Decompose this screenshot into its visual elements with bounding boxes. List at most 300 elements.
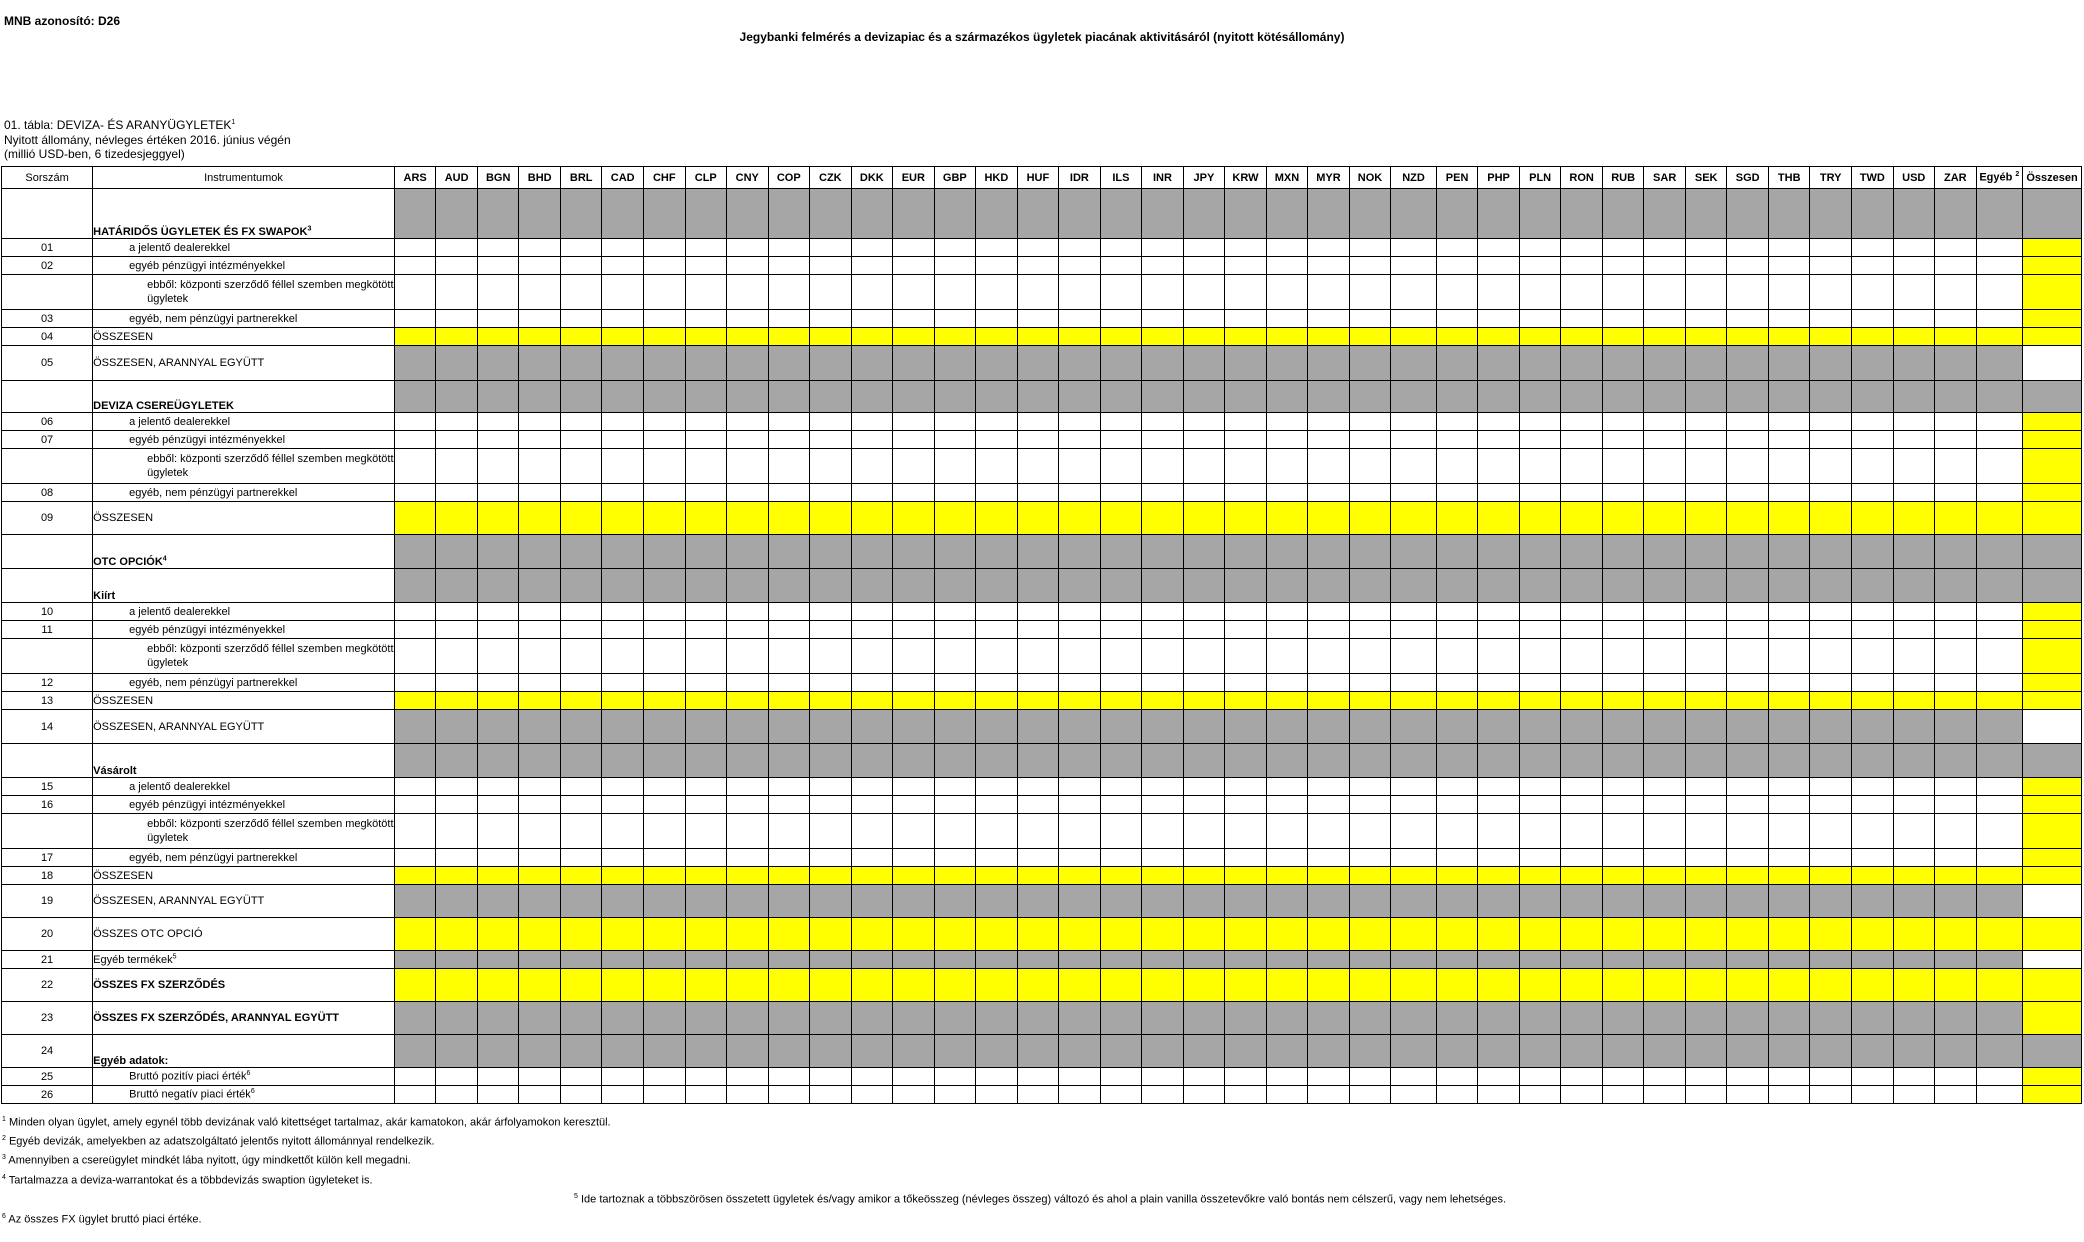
value-cell[interactable]	[1685, 621, 1727, 639]
value-cell[interactable]	[1810, 778, 1852, 796]
value-cell[interactable]	[851, 449, 893, 484]
value-cell[interactable]	[1935, 603, 1977, 621]
value-cell[interactable]	[1059, 621, 1101, 639]
value-cell[interactable]	[1266, 778, 1308, 796]
value-cell[interactable]	[1851, 1068, 1893, 1086]
value-cell[interactable]	[1436, 328, 1478, 346]
value-cell[interactable]	[1183, 814, 1225, 849]
value-cell[interactable]	[1225, 969, 1267, 1002]
value-cell[interactable]	[1935, 484, 1977, 502]
value-cell[interactable]	[893, 449, 935, 484]
value-cell[interactable]	[934, 969, 976, 1002]
value-cell[interactable]	[1349, 275, 1391, 310]
value-cell[interactable]	[602, 603, 644, 621]
value-cell[interactable]	[602, 484, 644, 502]
value-cell[interactable]	[1519, 867, 1561, 885]
value-cell[interactable]	[1225, 449, 1267, 484]
value-cell[interactable]	[643, 969, 685, 1002]
value-cell[interactable]	[1602, 257, 1644, 275]
value-cell[interactable]	[727, 431, 769, 449]
value-cell[interactable]	[1727, 778, 1769, 796]
value-cell[interactable]	[1391, 239, 1437, 257]
value-cell[interactable]	[1519, 639, 1561, 674]
value-cell[interactable]	[394, 484, 436, 502]
value-cell[interactable]	[1308, 413, 1350, 431]
value-cell[interactable]	[976, 849, 1018, 867]
value-cell[interactable]	[477, 449, 519, 484]
value-cell[interactable]	[1810, 692, 1852, 710]
value-cell[interactable]	[976, 275, 1018, 310]
value-cell[interactable]	[1768, 431, 1810, 449]
value-cell[interactable]	[727, 969, 769, 1002]
value-cell[interactable]	[1391, 778, 1437, 796]
value-cell[interactable]	[602, 692, 644, 710]
value-cell[interactable]	[1768, 484, 1810, 502]
value-cell[interactable]	[1478, 639, 1520, 674]
value-cell[interactable]	[1478, 621, 1520, 639]
value-cell[interactable]	[1976, 502, 2023, 535]
value-cell[interactable]	[436, 413, 478, 431]
value-cell[interactable]	[1935, 449, 1977, 484]
value-cell[interactable]	[851, 1068, 893, 1086]
value-cell[interactable]	[1183, 867, 1225, 885]
value-cell[interactable]	[851, 431, 893, 449]
value-cell[interactable]	[1685, 918, 1727, 951]
value-cell[interactable]	[1768, 257, 1810, 275]
value-cell[interactable]	[1561, 484, 1603, 502]
value-cell[interactable]	[1644, 502, 1686, 535]
value-cell[interactable]	[519, 310, 561, 328]
value-cell[interactable]	[1851, 639, 1893, 674]
value-cell[interactable]	[560, 484, 602, 502]
value-cell[interactable]	[1142, 849, 1184, 867]
value-cell[interactable]	[477, 969, 519, 1002]
value-cell[interactable]	[1478, 867, 1520, 885]
value-cell[interactable]	[1727, 849, 1769, 867]
value-cell[interactable]	[1017, 849, 1059, 867]
value-cell[interactable]	[1851, 239, 1893, 257]
value-cell[interactable]	[477, 603, 519, 621]
value-cell[interactable]	[1436, 310, 1478, 328]
value-cell[interactable]	[1266, 867, 1308, 885]
value-cell[interactable]	[1851, 328, 1893, 346]
value-cell[interactable]	[1142, 502, 1184, 535]
value-cell[interactable]	[1602, 275, 1644, 310]
value-cell[interactable]	[1602, 310, 1644, 328]
value-cell[interactable]	[810, 310, 852, 328]
value-cell[interactable]	[893, 969, 935, 1002]
value-cell[interactable]	[1225, 257, 1267, 275]
value-cell[interactable]	[851, 796, 893, 814]
value-cell[interactable]	[1644, 431, 1686, 449]
value-cell[interactable]	[851, 621, 893, 639]
value-cell[interactable]	[1266, 413, 1308, 431]
value-cell[interactable]	[810, 431, 852, 449]
value-cell[interactable]	[934, 239, 976, 257]
value-cell[interactable]	[1685, 328, 1727, 346]
value-cell[interactable]	[1225, 431, 1267, 449]
value-cell[interactable]	[810, 484, 852, 502]
value-cell[interactable]	[810, 328, 852, 346]
value-cell[interactable]	[1436, 239, 1478, 257]
value-cell[interactable]	[1436, 692, 1478, 710]
value-cell[interactable]	[477, 674, 519, 692]
value-cell[interactable]	[768, 867, 810, 885]
value-cell[interactable]	[1225, 1068, 1267, 1086]
value-cell[interactable]	[1266, 639, 1308, 674]
value-cell[interactable]	[643, 239, 685, 257]
value-cell[interactable]	[1810, 275, 1852, 310]
value-cell[interactable]	[1478, 484, 1520, 502]
value-cell[interactable]	[1183, 918, 1225, 951]
value-cell[interactable]	[1893, 431, 1935, 449]
value-cell[interactable]	[1768, 328, 1810, 346]
value-cell[interactable]	[1100, 849, 1142, 867]
value-cell[interactable]	[727, 796, 769, 814]
value-cell[interactable]	[436, 603, 478, 621]
value-cell[interactable]	[1644, 1068, 1686, 1086]
value-cell[interactable]	[1478, 674, 1520, 692]
value-cell[interactable]	[1685, 431, 1727, 449]
value-cell[interactable]	[643, 310, 685, 328]
value-cell[interactable]	[1519, 778, 1561, 796]
value-cell[interactable]	[934, 639, 976, 674]
value-cell[interactable]	[560, 1086, 602, 1104]
value-cell[interactable]	[934, 1068, 976, 1086]
value-cell[interactable]	[893, 796, 935, 814]
value-cell[interactable]	[1059, 431, 1101, 449]
value-cell[interactable]	[1602, 674, 1644, 692]
value-cell[interactable]	[1142, 257, 1184, 275]
value-cell[interactable]	[602, 969, 644, 1002]
value-cell[interactable]	[519, 239, 561, 257]
value-cell[interactable]	[1602, 849, 1644, 867]
value-cell[interactable]	[602, 867, 644, 885]
value-cell[interactable]	[477, 918, 519, 951]
value-cell[interactable]	[1436, 849, 1478, 867]
value-cell[interactable]	[1644, 328, 1686, 346]
value-cell[interactable]	[727, 275, 769, 310]
value-cell[interactable]	[477, 692, 519, 710]
value-cell[interactable]	[1976, 310, 2023, 328]
value-cell[interactable]	[1478, 275, 1520, 310]
value-cell[interactable]	[1893, 918, 1935, 951]
value-cell[interactable]	[851, 674, 893, 692]
value-cell[interactable]	[602, 449, 644, 484]
value-cell[interactable]	[1685, 449, 1727, 484]
value-cell[interactable]	[1059, 257, 1101, 275]
value-cell[interactable]	[394, 692, 436, 710]
value-cell[interactable]	[934, 310, 976, 328]
value-cell[interactable]	[1349, 449, 1391, 484]
value-cell[interactable]	[394, 849, 436, 867]
value-cell[interactable]	[477, 257, 519, 275]
value-cell[interactable]	[1810, 1086, 1852, 1104]
value-cell[interactable]	[810, 1086, 852, 1104]
value-cell[interactable]	[1059, 918, 1101, 951]
value-cell[interactable]	[560, 239, 602, 257]
value-cell[interactable]	[1142, 969, 1184, 1002]
value-cell[interactable]	[1100, 918, 1142, 951]
value-cell[interactable]	[1225, 918, 1267, 951]
value-cell[interactable]	[1685, 484, 1727, 502]
value-cell[interactable]	[1685, 867, 1727, 885]
value-cell[interactable]	[1225, 275, 1267, 310]
value-cell[interactable]	[1644, 639, 1686, 674]
value-cell[interactable]	[976, 918, 1018, 951]
value-cell[interactable]	[519, 328, 561, 346]
value-cell[interactable]	[1183, 502, 1225, 535]
value-cell[interactable]	[1017, 969, 1059, 1002]
value-cell[interactable]	[1100, 1068, 1142, 1086]
value-cell[interactable]	[1142, 603, 1184, 621]
value-cell[interactable]	[1602, 918, 1644, 951]
value-cell[interactable]	[643, 867, 685, 885]
value-cell[interactable]	[1851, 778, 1893, 796]
value-cell[interactable]	[1017, 674, 1059, 692]
value-cell[interactable]	[1851, 969, 1893, 1002]
value-cell[interactable]	[1810, 1068, 1852, 1086]
value-cell[interactable]	[1349, 328, 1391, 346]
value-cell[interactable]	[1478, 431, 1520, 449]
value-cell[interactable]	[1768, 796, 1810, 814]
value-cell[interactable]	[1349, 969, 1391, 1002]
value-cell[interactable]	[1349, 484, 1391, 502]
value-cell[interactable]	[1391, 867, 1437, 885]
value-cell[interactable]	[602, 1086, 644, 1104]
value-cell[interactable]	[1561, 918, 1603, 951]
value-cell[interactable]	[1142, 639, 1184, 674]
value-cell[interactable]	[1851, 1086, 1893, 1104]
value-cell[interactable]	[976, 502, 1018, 535]
value-cell[interactable]	[810, 502, 852, 535]
value-cell[interactable]	[1391, 502, 1437, 535]
value-cell[interactable]	[1519, 969, 1561, 1002]
value-cell[interactable]	[1308, 639, 1350, 674]
value-cell[interactable]	[851, 969, 893, 1002]
value-cell[interactable]	[1308, 969, 1350, 1002]
value-cell[interactable]	[436, 275, 478, 310]
value-cell[interactable]	[1059, 969, 1101, 1002]
value-cell[interactable]	[1644, 239, 1686, 257]
value-cell[interactable]	[1727, 239, 1769, 257]
value-cell[interactable]	[1142, 1086, 1184, 1104]
value-cell[interactable]	[1935, 275, 1977, 310]
value-cell[interactable]	[1436, 778, 1478, 796]
value-cell[interactable]	[519, 778, 561, 796]
value-cell[interactable]	[1349, 1086, 1391, 1104]
value-cell[interactable]	[519, 969, 561, 1002]
value-cell[interactable]	[810, 413, 852, 431]
value-cell[interactable]	[560, 849, 602, 867]
value-cell[interactable]	[1349, 918, 1391, 951]
value-cell[interactable]	[1100, 867, 1142, 885]
value-cell[interactable]	[1349, 413, 1391, 431]
value-cell[interactable]	[643, 484, 685, 502]
value-cell[interactable]	[1561, 621, 1603, 639]
value-cell[interactable]	[1893, 328, 1935, 346]
value-cell[interactable]	[1893, 257, 1935, 275]
value-cell[interactable]	[560, 969, 602, 1002]
value-cell[interactable]	[851, 639, 893, 674]
value-cell[interactable]	[893, 328, 935, 346]
value-cell[interactable]	[436, 484, 478, 502]
value-cell[interactable]	[1976, 275, 2023, 310]
value-cell[interactable]	[1391, 639, 1437, 674]
value-cell[interactable]	[1810, 257, 1852, 275]
value-cell[interactable]	[1935, 310, 1977, 328]
value-cell[interactable]	[1436, 484, 1478, 502]
value-cell[interactable]	[1308, 239, 1350, 257]
value-cell[interactable]	[394, 275, 436, 310]
value-cell[interactable]	[1142, 275, 1184, 310]
value-cell[interactable]	[394, 502, 436, 535]
value-cell[interactable]	[560, 621, 602, 639]
value-cell[interactable]	[1225, 239, 1267, 257]
value-cell[interactable]	[1976, 778, 2023, 796]
value-cell[interactable]	[1935, 918, 1977, 951]
value-cell[interactable]	[1308, 484, 1350, 502]
value-cell[interactable]	[1225, 413, 1267, 431]
value-cell[interactable]	[643, 621, 685, 639]
value-cell[interactable]	[1183, 431, 1225, 449]
value-cell[interactable]	[1225, 674, 1267, 692]
value-cell[interactable]	[893, 639, 935, 674]
value-cell[interactable]	[1142, 484, 1184, 502]
value-cell[interactable]	[436, 431, 478, 449]
value-cell[interactable]	[436, 814, 478, 849]
value-cell[interactable]	[1519, 431, 1561, 449]
value-cell[interactable]	[1183, 796, 1225, 814]
value-cell[interactable]	[1266, 310, 1308, 328]
value-cell[interactable]	[1810, 849, 1852, 867]
value-cell[interactable]	[1059, 484, 1101, 502]
value-cell[interactable]	[1059, 1068, 1101, 1086]
value-cell[interactable]	[1519, 814, 1561, 849]
value-cell[interactable]	[1183, 484, 1225, 502]
value-cell[interactable]	[1308, 449, 1350, 484]
value-cell[interactable]	[1017, 621, 1059, 639]
value-cell[interactable]	[477, 413, 519, 431]
value-cell[interactable]	[1059, 413, 1101, 431]
value-cell[interactable]	[768, 621, 810, 639]
value-cell[interactable]	[394, 796, 436, 814]
value-cell[interactable]	[1644, 674, 1686, 692]
value-cell[interactable]	[1851, 796, 1893, 814]
value-cell[interactable]	[1183, 621, 1225, 639]
value-cell[interactable]	[1768, 639, 1810, 674]
value-cell[interactable]	[1017, 502, 1059, 535]
value-cell[interactable]	[560, 796, 602, 814]
value-cell[interactable]	[768, 1068, 810, 1086]
value-cell[interactable]	[394, 328, 436, 346]
value-cell[interactable]	[1225, 849, 1267, 867]
value-cell[interactable]	[1727, 413, 1769, 431]
value-cell[interactable]	[1142, 413, 1184, 431]
value-cell[interactable]	[394, 431, 436, 449]
value-cell[interactable]	[602, 621, 644, 639]
value-cell[interactable]	[1100, 621, 1142, 639]
value-cell[interactable]	[1266, 431, 1308, 449]
value-cell[interactable]	[519, 692, 561, 710]
value-cell[interactable]	[1183, 257, 1225, 275]
value-cell[interactable]	[1391, 449, 1437, 484]
value-cell[interactable]	[1391, 969, 1437, 1002]
value-cell[interactable]	[1100, 502, 1142, 535]
value-cell[interactable]	[1602, 449, 1644, 484]
value-cell[interactable]	[1935, 257, 1977, 275]
value-cell[interactable]	[1349, 1068, 1391, 1086]
value-cell[interactable]	[934, 603, 976, 621]
value-cell[interactable]	[1768, 674, 1810, 692]
value-cell[interactable]	[394, 674, 436, 692]
value-cell[interactable]	[1478, 796, 1520, 814]
value-cell[interactable]	[685, 502, 727, 535]
value-cell[interactable]	[1561, 449, 1603, 484]
value-cell[interactable]	[1768, 449, 1810, 484]
value-cell[interactable]	[560, 328, 602, 346]
value-cell[interactable]	[602, 431, 644, 449]
value-cell[interactable]	[1308, 603, 1350, 621]
value-cell[interactable]	[1851, 413, 1893, 431]
value-cell[interactable]	[1059, 814, 1101, 849]
value-cell[interactable]	[643, 674, 685, 692]
value-cell[interactable]	[1810, 484, 1852, 502]
value-cell[interactable]	[1893, 603, 1935, 621]
value-cell[interactable]	[1561, 502, 1603, 535]
value-cell[interactable]	[768, 257, 810, 275]
value-cell[interactable]	[1644, 621, 1686, 639]
value-cell[interactable]	[643, 1086, 685, 1104]
value-cell[interactable]	[851, 413, 893, 431]
value-cell[interactable]	[1561, 603, 1603, 621]
value-cell[interactable]	[1602, 603, 1644, 621]
value-cell[interactable]	[1436, 1068, 1478, 1086]
value-cell[interactable]	[976, 778, 1018, 796]
value-cell[interactable]	[768, 1086, 810, 1104]
value-cell[interactable]	[934, 867, 976, 885]
value-cell[interactable]	[893, 1086, 935, 1104]
value-cell[interactable]	[1100, 449, 1142, 484]
value-cell[interactable]	[1851, 814, 1893, 849]
value-cell[interactable]	[1644, 449, 1686, 484]
value-cell[interactable]	[1644, 413, 1686, 431]
value-cell[interactable]	[1644, 969, 1686, 1002]
value-cell[interactable]	[477, 867, 519, 885]
value-cell[interactable]	[1976, 639, 2023, 674]
value-cell[interactable]	[1017, 814, 1059, 849]
value-cell[interactable]	[1266, 257, 1308, 275]
value-cell[interactable]	[602, 413, 644, 431]
value-cell[interactable]	[768, 969, 810, 1002]
value-cell[interactable]	[1976, 239, 2023, 257]
value-cell[interactable]	[1935, 1086, 1977, 1104]
value-cell[interactable]	[727, 1086, 769, 1104]
value-cell[interactable]	[1519, 918, 1561, 951]
value-cell[interactable]	[1768, 603, 1810, 621]
value-cell[interactable]	[1391, 310, 1437, 328]
value-cell[interactable]	[1644, 1086, 1686, 1104]
value-cell[interactable]	[560, 674, 602, 692]
value-cell[interactable]	[1349, 849, 1391, 867]
value-cell[interactable]	[851, 1086, 893, 1104]
value-cell[interactable]	[685, 257, 727, 275]
value-cell[interactable]	[1893, 814, 1935, 849]
value-cell[interactable]	[727, 621, 769, 639]
value-cell[interactable]	[1225, 328, 1267, 346]
value-cell[interactable]	[934, 674, 976, 692]
value-cell[interactable]	[394, 449, 436, 484]
